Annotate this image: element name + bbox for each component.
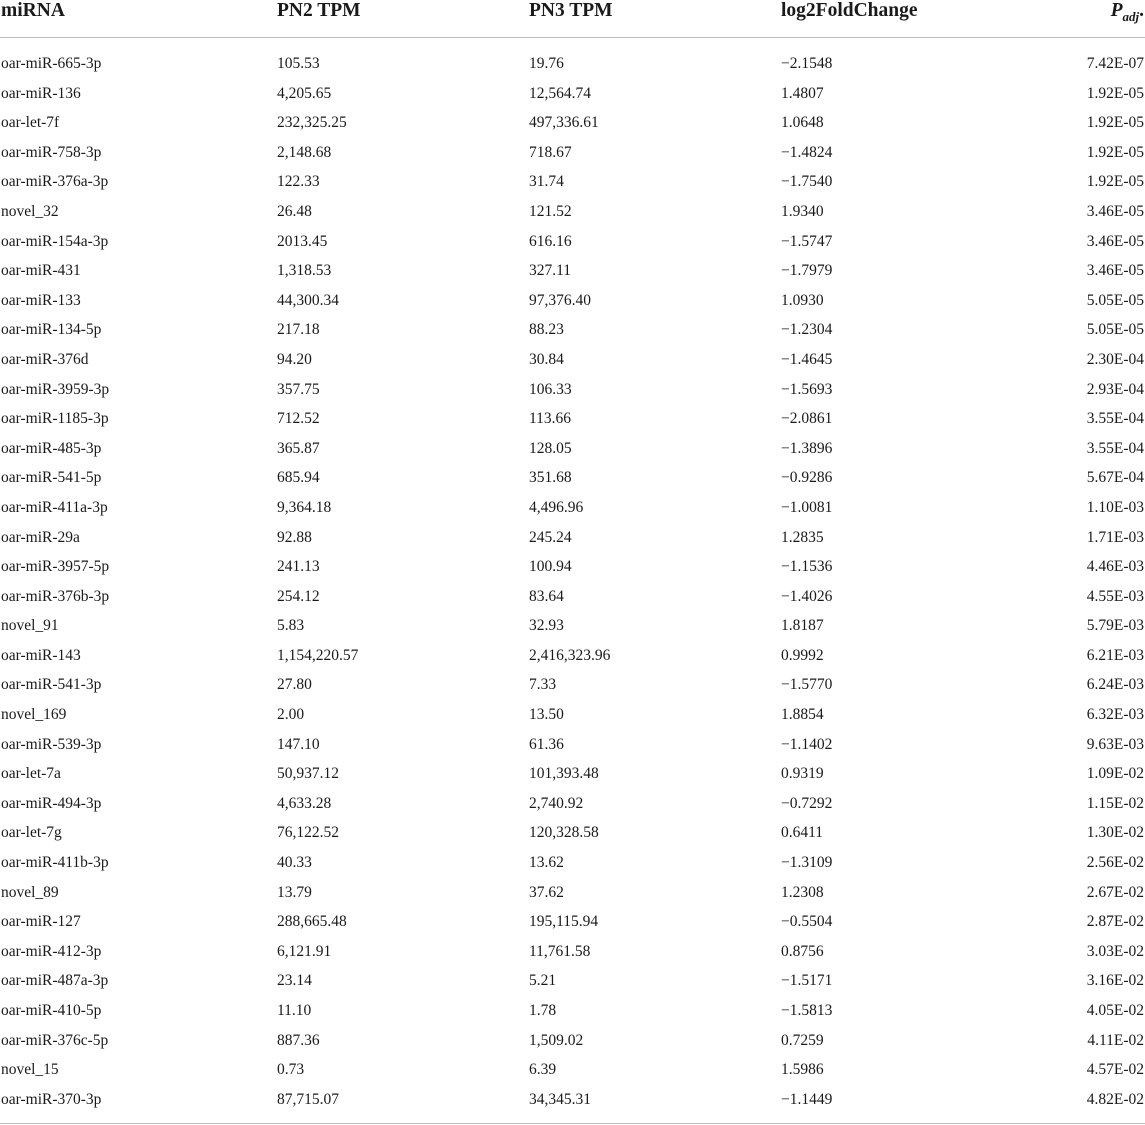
cell-padj: 4.82E-02 xyxy=(1086,1090,1144,1108)
cell-mirna: oar-miR-539-3p xyxy=(1,735,102,753)
table-row xyxy=(0,907,1145,937)
cell-log2foldchange: −1.0081 xyxy=(781,498,833,516)
cell-padj: 1.92E-05 xyxy=(1086,84,1144,102)
cell-mirna: oar-miR-487a-3p xyxy=(1,972,109,990)
cell-padj: 3.55E-04 xyxy=(1086,439,1144,457)
cell-pn3-tpm: 1,509.02 xyxy=(529,1031,584,1049)
cell-pn3-tpm: 1.78 xyxy=(529,1002,557,1019)
cell-pn2-tpm: 122.33 xyxy=(277,173,320,191)
cell-mirna: oar-let-7a xyxy=(1,765,61,783)
table-row xyxy=(0,611,1145,641)
cell-padj: 2.56E-02 xyxy=(1086,854,1144,872)
cell-padj: 3.55E-04 xyxy=(1086,410,1144,428)
cell-pn2-tpm: 50,937.12 xyxy=(277,765,339,783)
cell-padj: 4.46E-03 xyxy=(1086,558,1144,576)
cell-pn3-tpm: 2,416,323.96 xyxy=(529,646,611,664)
table-row xyxy=(0,1055,1145,1085)
cell-pn2-tpm: 87,715.07 xyxy=(277,1090,339,1108)
cell-mirna: novel_15 xyxy=(1,1061,59,1079)
cell-pn2-tpm: 5.83 xyxy=(277,617,305,635)
table-row xyxy=(0,138,1145,168)
cell-pn3-tpm: 113.66 xyxy=(529,410,572,428)
cell-pn2-tpm: 2.00 xyxy=(277,706,305,724)
table-row xyxy=(0,404,1145,434)
cell-pn2-tpm: 1,154,220.57 xyxy=(277,646,359,664)
cell-pn2-tpm: 4,205.65 xyxy=(277,84,332,102)
cell-padj: 5.67E-04 xyxy=(1086,469,1144,487)
cell-padj: 7.42E-07 xyxy=(1086,55,1144,72)
cell-padj: 2.67E-02 xyxy=(1086,883,1144,901)
table-row xyxy=(0,996,1145,1026)
cell-pn2-tpm: 365.87 xyxy=(277,439,320,457)
cell-log2foldchange: −2.1548 xyxy=(781,55,833,72)
cell-padj: 1.09E-02 xyxy=(1086,765,1144,783)
header-padj-main: P xyxy=(1110,0,1123,21)
cell-padj: 4.57E-02 xyxy=(1086,1061,1144,1079)
table-row xyxy=(0,434,1145,464)
cell-mirna: oar-miR-133 xyxy=(1,291,81,309)
cell-mirna: oar-miR-376c-5p xyxy=(1,1031,109,1049)
table-row xyxy=(0,345,1145,375)
cell-padj: 2.30E-04 xyxy=(1086,350,1144,368)
table-row xyxy=(0,167,1145,197)
table-row xyxy=(0,552,1145,582)
table-row xyxy=(0,848,1145,878)
table-row xyxy=(0,966,1145,996)
cell-pn3-tpm: 11,761.58 xyxy=(529,942,591,960)
cell-mirna: oar-miR-154a-3p xyxy=(1,232,109,250)
cell-mirna: oar-miR-29a xyxy=(1,528,80,546)
cell-pn2-tpm: 147.10 xyxy=(277,735,320,753)
table-header xyxy=(0,0,1145,38)
cell-mirna: oar-miR-127 xyxy=(1,913,81,931)
cell-log2foldchange: −1.1402 xyxy=(781,735,833,753)
cell-padj: 5.05E-05 xyxy=(1086,321,1144,339)
cell-padj: 2.93E-04 xyxy=(1086,380,1144,398)
cell-pn2-tpm: 4,633.28 xyxy=(277,794,332,812)
table-row xyxy=(0,49,1145,79)
table-row xyxy=(0,463,1145,493)
cell-pn3-tpm: 106.33 xyxy=(529,380,572,398)
cell-log2foldchange: 1.2308 xyxy=(781,883,824,901)
cell-log2foldchange: −1.3896 xyxy=(781,439,833,457)
cell-pn3-tpm: 97,376.40 xyxy=(529,291,591,309)
cell-pn2-tpm: 6,121.91 xyxy=(277,942,332,960)
cell-padj: 3.46E-05 xyxy=(1086,202,1144,220)
cell-padj: 3.46E-05 xyxy=(1086,262,1144,280)
cell-pn3-tpm: 718.67 xyxy=(529,143,572,161)
cell-pn3-tpm: 101,393.48 xyxy=(529,765,599,783)
header-log2foldchange: log2FoldChange xyxy=(781,0,918,21)
cell-mirna: oar-miR-494-3p xyxy=(1,794,102,812)
cell-log2foldchange: −1.2304 xyxy=(781,321,833,339)
cell-padj: 3.16E-02 xyxy=(1086,972,1144,990)
header-mirna: miRNA xyxy=(1,0,65,21)
cell-pn3-tpm: 128.05 xyxy=(529,439,572,457)
table-row xyxy=(0,641,1145,671)
cell-pn3-tpm: 4,496.96 xyxy=(529,498,584,516)
cell-pn3-tpm: 34,345.31 xyxy=(529,1090,591,1108)
table-row xyxy=(0,256,1145,286)
cell-log2foldchange: −1.5770 xyxy=(781,676,833,694)
cell-pn3-tpm: 245.24 xyxy=(529,528,572,546)
cell-pn2-tpm: 288,665.48 xyxy=(277,913,347,931)
cell-mirna: oar-miR-136 xyxy=(1,84,81,102)
cell-padj: 6.21E-03 xyxy=(1086,646,1144,664)
cell-pn2-tpm: 26.48 xyxy=(277,202,312,220)
table-row xyxy=(0,730,1145,760)
cell-pn2-tpm: 1,318.53 xyxy=(277,262,332,280)
cell-log2foldchange: 1.8187 xyxy=(781,617,824,635)
cell-mirna: novel_89 xyxy=(1,883,59,901)
cell-padj: 2.87E-02 xyxy=(1086,913,1144,931)
cell-mirna: oar-miR-376d xyxy=(1,350,89,368)
cell-pn2-tpm: 232,325.25 xyxy=(277,114,347,132)
table-row xyxy=(0,789,1145,819)
cell-mirna: oar-miR-485-3p xyxy=(1,439,102,457)
cell-pn3-tpm: 351.68 xyxy=(529,469,572,487)
cell-mirna: novel_91 xyxy=(1,617,59,635)
header-padj-dot: . xyxy=(1139,0,1144,21)
cell-mirna: oar-miR-3957-5p xyxy=(1,558,110,576)
cell-pn3-tpm: 616.16 xyxy=(529,232,572,250)
cell-pn2-tpm: 105.53 xyxy=(277,55,320,72)
cell-pn3-tpm: 83.64 xyxy=(529,587,564,605)
cell-log2foldchange: −1.4645 xyxy=(781,350,833,368)
cell-pn3-tpm: 19.76 xyxy=(529,55,564,72)
cell-pn3-tpm: 61.36 xyxy=(529,735,564,753)
cell-log2foldchange: −1.7540 xyxy=(781,173,833,191)
cell-mirna: novel_32 xyxy=(1,202,59,220)
cell-pn2-tpm: 887.36 xyxy=(277,1031,320,1049)
cell-pn3-tpm: 30.84 xyxy=(529,350,564,368)
cell-pn2-tpm: 11.10 xyxy=(277,1002,312,1019)
cell-pn2-tpm: 27.80 xyxy=(277,676,312,694)
cell-log2foldchange: 0.6411 xyxy=(781,824,824,842)
cell-mirna: novel_169 xyxy=(1,706,67,724)
cell-pn2-tpm: 2,148.68 xyxy=(277,143,332,161)
cell-pn3-tpm: 100.94 xyxy=(529,558,572,576)
table-row xyxy=(0,315,1145,345)
header-pn2-tpm: PN2 TPM xyxy=(277,0,361,21)
cell-padj: 6.24E-03 xyxy=(1086,676,1144,694)
cell-pn2-tpm: 2013.45 xyxy=(277,232,328,250)
cell-pn3-tpm: 6.39 xyxy=(529,1061,557,1079)
cell-log2foldchange: 1.2835 xyxy=(781,528,824,546)
table-body xyxy=(0,49,1145,1114)
cell-padj: 5.05E-05 xyxy=(1086,291,1144,309)
cell-mirna: oar-miR-1185-3p xyxy=(1,410,109,428)
cell-log2foldchange: −1.4824 xyxy=(781,143,833,161)
table-row xyxy=(0,286,1145,316)
cell-padj: 1.92E-05 xyxy=(1086,173,1144,191)
cell-mirna: oar-miR-410-5p xyxy=(1,1002,102,1019)
cell-mirna: oar-miR-134-5p xyxy=(1,321,102,339)
cell-padj: 1.92E-05 xyxy=(1086,143,1144,161)
cell-log2foldchange: 0.9992 xyxy=(781,646,824,664)
table-row xyxy=(0,1085,1145,1115)
cell-log2foldchange: 1.5986 xyxy=(781,1061,824,1079)
cell-pn3-tpm: 5.21 xyxy=(529,972,557,990)
cell-pn3-tpm: 327.11 xyxy=(529,262,572,280)
cell-padj: 4.55E-03 xyxy=(1086,587,1144,605)
cell-mirna: oar-miR-376a-3p xyxy=(1,173,109,191)
cell-log2foldchange: −1.5747 xyxy=(781,232,833,250)
cell-pn3-tpm: 12,564.74 xyxy=(529,84,591,102)
cell-mirna: oar-miR-376b-3p xyxy=(1,587,110,605)
table-row xyxy=(0,375,1145,405)
cell-padj: 5.79E-03 xyxy=(1086,617,1144,635)
cell-mirna: oar-miR-411b-3p xyxy=(1,854,109,872)
cell-log2foldchange: −2.0861 xyxy=(781,410,833,428)
cell-pn3-tpm: 13.62 xyxy=(529,854,564,872)
table-row xyxy=(0,108,1145,138)
table-row xyxy=(0,878,1145,908)
cell-pn2-tpm: 92.88 xyxy=(277,528,312,546)
cell-log2foldchange: −1.1449 xyxy=(781,1090,833,1108)
cell-log2foldchange: 1.8854 xyxy=(781,706,824,724)
cell-log2foldchange: 0.8756 xyxy=(781,942,824,960)
table-row xyxy=(0,700,1145,730)
header-padj-subscript: adj xyxy=(1122,9,1140,24)
cell-padj: 1.92E-05 xyxy=(1086,114,1144,132)
cell-mirna: oar-miR-143 xyxy=(1,646,81,664)
cell-mirna: oar-miR-3959-3p xyxy=(1,380,110,398)
cell-padj: 1.15E-02 xyxy=(1086,794,1144,812)
cell-mirna: oar-let-7g xyxy=(1,824,62,842)
cell-pn3-tpm: 2,740.92 xyxy=(529,794,584,812)
cell-pn3-tpm: 195,115.94 xyxy=(529,913,599,931)
cell-pn3-tpm: 31.74 xyxy=(529,173,564,191)
table-row xyxy=(0,79,1145,109)
cell-pn2-tpm: 9,364.18 xyxy=(277,498,332,516)
cell-log2foldchange: −1.1536 xyxy=(781,558,833,576)
table-row xyxy=(0,523,1145,553)
cell-mirna: oar-miR-758-3p xyxy=(1,143,102,161)
cell-log2foldchange: −1.3109 xyxy=(781,854,833,872)
cell-pn2-tpm: 94.20 xyxy=(277,350,312,368)
cell-pn2-tpm: 685.94 xyxy=(277,469,320,487)
header-padj xyxy=(1111,0,1144,28)
cell-pn2-tpm: 44,300.34 xyxy=(277,291,339,309)
cell-padj: 3.46E-05 xyxy=(1086,232,1144,250)
cell-log2foldchange: 1.0648 xyxy=(781,114,824,132)
cell-pn3-tpm: 121.52 xyxy=(529,202,572,220)
cell-padj: 4.05E-02 xyxy=(1086,1002,1144,1019)
cell-log2foldchange: 1.4807 xyxy=(781,84,824,102)
cell-pn2-tpm: 13.79 xyxy=(277,883,312,901)
cell-log2foldchange: 1.0930 xyxy=(781,291,824,309)
cell-mirna: oar-miR-541-5p xyxy=(1,469,102,487)
cell-pn3-tpm: 120,328.58 xyxy=(529,824,599,842)
cell-pn2-tpm: 23.14 xyxy=(277,972,312,990)
cell-padj: 3.03E-02 xyxy=(1086,942,1144,960)
cell-pn2-tpm: 241.13 xyxy=(277,558,320,576)
cell-mirna: oar-miR-412-3p xyxy=(1,942,102,960)
cell-mirna: oar-miR-370-3p xyxy=(1,1090,102,1108)
cell-log2foldchange: −1.5693 xyxy=(781,380,833,398)
cell-padj: 9.63E-03 xyxy=(1086,735,1144,753)
cell-pn3-tpm: 37.62 xyxy=(529,883,564,901)
table-row xyxy=(0,197,1145,227)
cell-padj: 4.11E-02 xyxy=(1087,1031,1144,1049)
cell-pn3-tpm: 497,336.61 xyxy=(529,114,599,132)
table-row xyxy=(0,582,1145,612)
cell-log2foldchange: −0.7292 xyxy=(781,794,833,812)
cell-log2foldchange: 1.9340 xyxy=(781,202,824,220)
cell-pn3-tpm: 88.23 xyxy=(529,321,564,339)
table-row xyxy=(0,818,1145,848)
cell-log2foldchange: −0.5504 xyxy=(781,913,833,931)
cell-mirna: oar-miR-411a-3p xyxy=(1,498,108,516)
cell-padj: 1.71E-03 xyxy=(1086,528,1144,546)
table-row xyxy=(0,493,1145,523)
cell-pn3-tpm: 13.50 xyxy=(529,706,564,724)
table-row xyxy=(0,759,1145,789)
cell-mirna: oar-miR-431 xyxy=(1,262,81,280)
cell-pn2-tpm: 76,122.52 xyxy=(277,824,339,842)
table-row xyxy=(0,1026,1145,1056)
cell-padj: 1.30E-02 xyxy=(1086,824,1144,842)
cell-log2foldchange: −0.9286 xyxy=(781,469,833,487)
cell-pn3-tpm: 32.93 xyxy=(529,617,564,635)
cell-pn3-tpm: 7.33 xyxy=(529,676,557,694)
cell-log2foldchange: −1.5813 xyxy=(781,1002,833,1019)
cell-pn2-tpm: 0.73 xyxy=(277,1061,305,1079)
table-row xyxy=(0,670,1145,700)
cell-mirna: oar-let-7f xyxy=(1,114,60,132)
table-bottom-rule xyxy=(0,1123,1145,1124)
cell-padj: 1.10E-03 xyxy=(1086,498,1144,516)
cell-pn2-tpm: 357.75 xyxy=(277,380,320,398)
header-pn3-tpm: PN3 TPM xyxy=(529,0,613,21)
table-row xyxy=(0,227,1145,257)
cell-log2foldchange: 0.7259 xyxy=(781,1031,824,1049)
cell-mirna: oar-miR-541-3p xyxy=(1,676,102,694)
cell-mirna: oar-miR-665-3p xyxy=(1,55,102,72)
cell-pn2-tpm: 40.33 xyxy=(277,854,312,872)
cell-log2foldchange: −1.4026 xyxy=(781,587,833,605)
cell-pn2-tpm: 254.12 xyxy=(277,587,320,605)
table-row xyxy=(0,937,1145,967)
cell-log2foldchange: 0.9319 xyxy=(781,765,824,783)
cell-pn2-tpm: 217.18 xyxy=(277,321,320,339)
cell-log2foldchange: −1.5171 xyxy=(781,972,833,990)
cell-padj: 6.32E-03 xyxy=(1086,706,1144,724)
cell-log2foldchange: −1.7979 xyxy=(781,262,833,280)
cell-pn2-tpm: 712.52 xyxy=(277,410,320,428)
